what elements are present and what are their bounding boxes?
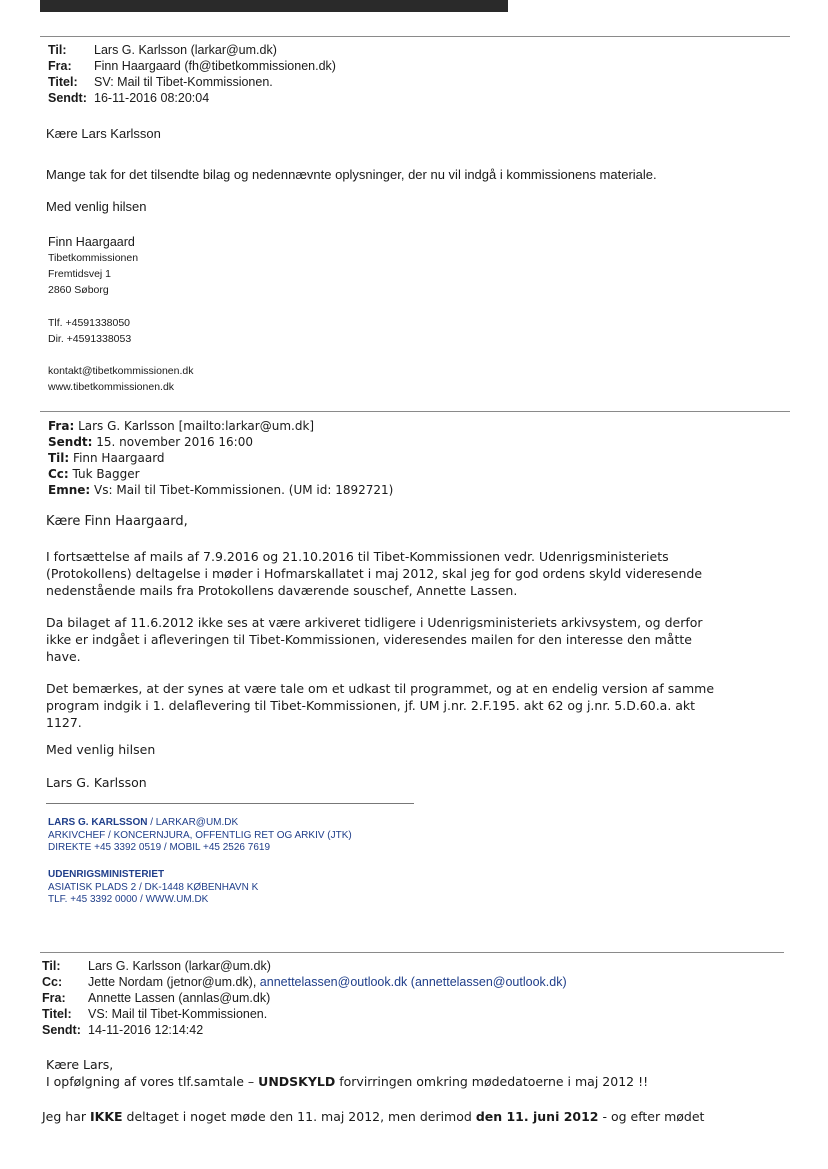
email3-header	[42, 958, 567, 1038]
signature-rule	[46, 803, 414, 804]
email3-l2-bold-date: den 11. juni 2012	[475, 1109, 599, 1124]
email1-phones	[48, 315, 131, 347]
email3-l2-text-2: deltaget i noget møde den 11. maj 2012, men derimod	[126, 1109, 472, 1124]
email2-sig-phones: DIREKTE +45 3392 0519 / MOBIL +45 2526 7619	[48, 842, 271, 853]
email2-p1-line: nedenstående mails fra Protokollens daværende souschef, Annette Lassen.	[46, 583, 518, 598]
email1-sig-street: Fremtidsvej 1	[48, 268, 112, 280]
email1-fra-label: Fra:	[48, 59, 72, 73]
email3-l1-text: I opfølgning af vores tlf.samtale –	[46, 1074, 255, 1089]
email1-closing: Med venlig hilsen	[46, 199, 147, 214]
email1-sig-dir: Dir. +4591338053	[48, 333, 132, 345]
email2-fra: Lars G. Karlsson [mailto:larkar@um.dk]	[78, 419, 315, 433]
email3-titel: VS: Mail til Tibet-Kommissionen.	[88, 1007, 268, 1021]
separator-email3	[40, 952, 784, 953]
email1-sig-name: Finn Haargaard	[48, 235, 135, 249]
separator-top	[40, 36, 790, 37]
email2-p2-line: ikke er indgået i afleveringen til Tibet-Kommissionen, videresendes mailen for den interesse den måtte	[46, 632, 692, 647]
email2-til-label: Til:	[48, 451, 70, 465]
email1-titel-label: Titel:	[48, 75, 78, 89]
email2-sig-caps-name: LARS G. KARLSSON	[48, 817, 148, 828]
email2-p3-line: program indgik i 1. delaflevering til Tibet-Kommissionen, jf. UM j.nr. 2.F.195. akt 62 og j.nr. 5.D.60.a. akt	[46, 698, 696, 713]
email3-line-2	[42, 1108, 704, 1125]
email2-paragraph-2	[46, 614, 786, 665]
email2-p1-line: I fortsættelse af mails af 7.9.2016 og 21.10.2016 til Tibet-Kommissionen vedr. Udenrigsministeriets	[46, 549, 669, 564]
email1-sendt-label: Sendt:	[48, 91, 87, 105]
email2-signature-block	[48, 817, 352, 855]
email2-sig-title: ARKIVCHEF / KONCERNJURA, OFFENTLIG RET OG ARKIV (JTK)	[48, 829, 352, 841]
email2-til: Finn Haargaard	[73, 451, 165, 465]
email3-greeting: Kære Lars,	[46, 1057, 114, 1072]
email1-sig-org: Tibetkommissionen	[48, 252, 139, 264]
email2-org-name: UDENRIGSMINISTERIET	[48, 869, 165, 880]
email1-sig-web[interactable]: www.tibetkommissionen.dk	[48, 381, 175, 393]
email2-p2-line: have.	[46, 649, 81, 664]
email3-l2-text-3: - og efter mødet	[602, 1109, 705, 1124]
separator-email2	[40, 411, 790, 412]
email2-header	[48, 418, 393, 498]
email1-greeting: Kære Lars Karlsson	[46, 126, 161, 141]
email2-cc-label: Cc:	[48, 467, 69, 481]
email3-l2-bold: IKKE	[90, 1109, 123, 1124]
email1-contacts	[48, 363, 193, 395]
email1-signature	[48, 234, 138, 298]
email2-org-phone: TLF. +45 3392 0000 / WWW.UM.DK	[48, 894, 209, 905]
email2-sendt-label: Sendt:	[48, 435, 93, 449]
email3-fra: Annette Lassen (annlas@um.dk)	[88, 991, 271, 1005]
email2-org-block	[48, 869, 258, 907]
email1-body: Mange tak for det tilsendte bilag og nedennævnte oplysninger, der nu vil indgå i kommissionens materiale.	[46, 167, 657, 182]
email1-header	[48, 42, 336, 106]
email2-sendt: 15. november 2016 16:00	[96, 435, 253, 449]
email1-sig-email[interactable]: kontakt@tibetkommissionen.dk	[48, 365, 194, 377]
email2-emne: Vs: Mail til Tibet-Kommissionen. (UM id: 1892721)	[94, 483, 394, 497]
email3-l2-text: Jeg har	[42, 1109, 87, 1124]
email3-cc-b[interactable]: annettelassen@outlook.dk (annettelassen@outlook.dk)	[259, 975, 567, 989]
email3-til-label: Til:	[42, 959, 61, 973]
email2-cc: Tuk Bagger	[72, 467, 140, 481]
email3-l1-text-2: forvirringen omkring mødedatoerne i maj 2012 !!	[339, 1074, 649, 1089]
email3-til: Lars G. Karlsson (larkar@um.dk)	[88, 959, 271, 973]
email3-cc-a: Jette Nordam (jetnor@um.dk),	[88, 975, 257, 989]
email2-sig-caps-email[interactable]: / LARKAR@UM.DK	[150, 817, 239, 828]
email2-emne-label: Emne:	[48, 483, 91, 497]
email1-til: Lars G. Karlsson (larkar@um.dk)	[94, 43, 277, 57]
email2-paragraph-3	[46, 680, 786, 731]
email1-titel: SV: Mail til Tibet-Kommissionen.	[94, 75, 273, 89]
email3-l1-bold: UNDSKYLD	[258, 1074, 336, 1089]
email2-p3-line: Det bemærkes, at der synes at være tale om et udkast til programmet, og at en endelig version af samme	[46, 681, 715, 696]
email1-sendt: 16-11-2016 08:20:04	[94, 91, 210, 105]
email2-p3-line: 1127.	[46, 715, 82, 730]
email2-closing: Med venlig hilsen	[46, 742, 156, 757]
email2-fra-label: Fra:	[48, 419, 75, 433]
email1-fra: Finn Haargaard (fh@tibetkommissionen.dk)	[94, 59, 336, 73]
email2-paragraph-1	[46, 548, 786, 599]
email2-sig-name: Lars G. Karlsson	[46, 775, 147, 790]
email1-sig-city: 2860 Søborg	[48, 284, 109, 296]
email3-line-1	[46, 1073, 648, 1090]
email3-titel-label: Titel:	[42, 1007, 72, 1021]
email2-p2-line: Da bilaget af 11.6.2012 ikke ses at være arkiveret tidligere i Udenrigsministeriets arkivsystem, og derfor	[46, 615, 703, 630]
email1-til-label: Til:	[48, 43, 67, 57]
email2-org-address: ASIATISK PLADS 2 / DK-1448 KØBENHAVN K	[48, 881, 259, 893]
email3-fra-label: Fra:	[42, 991, 66, 1005]
email3-cc-label: Cc:	[42, 975, 63, 989]
top-redaction-bar	[40, 0, 508, 12]
email1-sig-tlf: Tlf. +4591338050	[48, 317, 131, 329]
email3-sendt: 14-11-2016 12:14:42	[88, 1023, 204, 1037]
email2-p1-line: (Protokollens) deltagelse i møder i Hofmarskallatet i maj 2012, skal jeg for god ordens skyld videresende	[46, 566, 703, 581]
email3-sendt-label: Sendt:	[42, 1023, 81, 1037]
email2-greeting: Kære Finn Haargaard,	[46, 514, 188, 529]
